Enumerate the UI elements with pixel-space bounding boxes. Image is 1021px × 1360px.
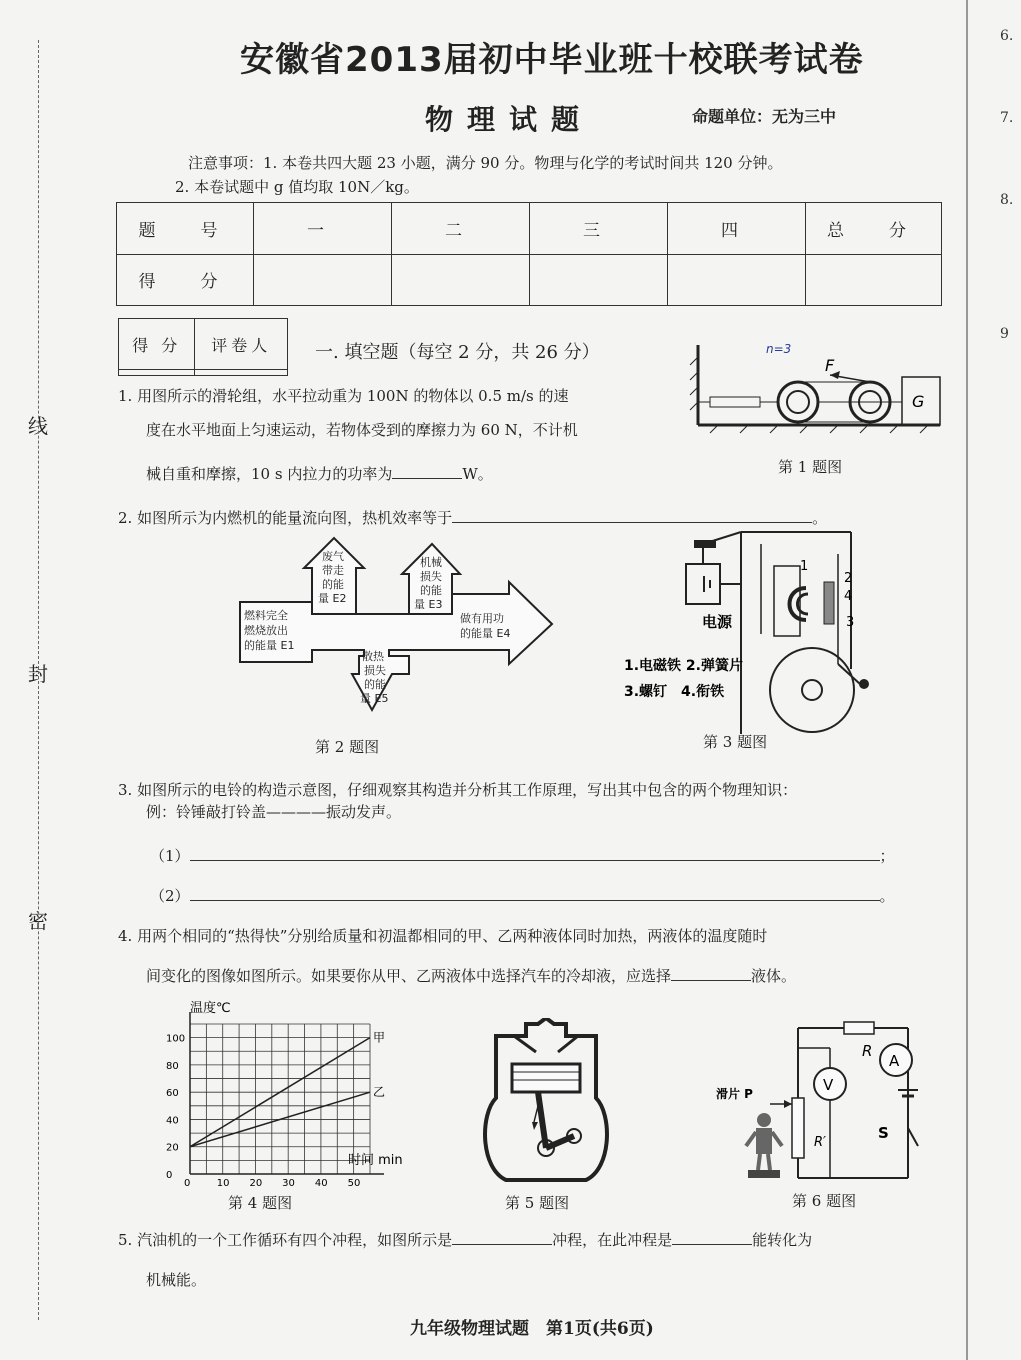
grader-score-label: 得 分 <box>119 319 195 370</box>
q3-item-1 <box>150 846 895 866</box>
score-cell[interactable] <box>254 254 392 306</box>
score-row-label: 得 分 <box>117 254 254 306</box>
mech-loss-label-3: 的能 <box>420 584 442 597</box>
right-edge-6: 6. <box>1000 28 1014 44</box>
mech-loss-label-4: 量 E3 <box>414 598 443 611</box>
q6-caption: 第 6 题图 <box>792 1192 857 1210</box>
exhaust-label-2: 带走 <box>322 564 344 577</box>
chart-series-label: 甲 <box>373 1030 386 1045</box>
q1-handwritten-note: n=3 <box>766 342 792 356</box>
mech-loss-label-2: 损失 <box>420 570 442 583</box>
fuel-energy-label-2: 燃烧放出 <box>244 624 288 637</box>
q5-line2: 机械能。 <box>146 1271 207 1289</box>
q3-item-2-end: 。 <box>879 887 895 905</box>
exhaust-label-3: 的能 <box>322 578 344 591</box>
q2-end: 。 <box>812 509 828 527</box>
q6-circuit-figure <box>712 1020 922 1188</box>
subject-title: 物理试题 <box>425 103 594 136</box>
chart-x-tick-label: 20 <box>249 1178 263 1188</box>
grader-name-label: 评卷人 <box>195 319 288 370</box>
q2-text: 2. 如图所示为内燃机的能量流向图，热机效率等于 <box>118 509 453 527</box>
heat-loss-label-1: 散热 <box>362 650 384 663</box>
note-2: 2. 本卷试题中 g 值均取 10N／kg。 <box>175 178 419 196</box>
q5-line1 <box>118 1230 812 1250</box>
chart-y-axis-label: 温度℃ <box>190 1001 231 1016</box>
q3-power-label: 电源 <box>702 613 733 631</box>
q1-weight-label: G <box>912 392 925 411</box>
q3-num-3: 3 <box>846 615 855 630</box>
chart-y-tick-label: 20 <box>166 1142 179 1154</box>
q5-text-a: 5. 汽油机的一个工作循环有四个冲程，如图所示是 <box>118 1231 453 1249</box>
voltmeter-label: V <box>823 1076 834 1094</box>
q3-num-1: 1 <box>800 559 809 574</box>
chart-y-tick-label: 0 <box>166 1170 173 1181</box>
ammeter-label: A <box>889 1052 900 1070</box>
score-cell[interactable] <box>668 254 806 306</box>
q3-legend-1: 1.电磁铁 2.弹簧片 <box>624 658 743 674</box>
q4-line2-end: 液体。 <box>751 967 797 985</box>
q3-line2: 例：铃锤敲打铃盖————振动发声。 <box>146 803 402 821</box>
right-edge-7: 7. <box>1000 110 1014 126</box>
q1-force-label: F <box>825 356 835 375</box>
q3-item-1-end: ； <box>879 847 895 865</box>
q5-energy-blank[interactable] <box>672 1244 752 1245</box>
fuel-energy-label-3: 的能量 E1 <box>244 639 295 652</box>
grader-score-cell[interactable] <box>119 370 195 376</box>
mech-loss-label-1: 机械 <box>420 556 442 569</box>
score-table <box>116 202 942 306</box>
q5-caption: 第 5 题图 <box>505 1194 570 1212</box>
chart-x-tick-label: 40 <box>314 1178 328 1188</box>
q3-answer-1-blank[interactable] <box>190 860 880 861</box>
chart-y-tick-label: 60 <box>166 1088 179 1100</box>
score-header-label: 题 号 <box>117 203 254 255</box>
q4-answer-blank[interactable] <box>671 980 751 981</box>
chart-grid <box>190 1024 370 1174</box>
chart-y-tick-label: 80 <box>166 1060 179 1072</box>
chart-x-tick-label: 30 <box>282 1178 295 1188</box>
chart-series-label: 乙 <box>373 1085 386 1100</box>
chart-axes <box>190 1012 384 1174</box>
q3-line1: 3. 如图所示的电铃的构造示意图，仔细观察其构造并分析其工作原理，写出其中包含的两个物理知识： <box>118 781 798 799</box>
q3-bell-figure <box>616 524 876 734</box>
q4-line2-text: 间变化的图像如图所示。如果要你从甲、乙两液体中选择汽车的冷却液，应选择 <box>146 967 672 985</box>
q5-text-b: 冲程，在此冲程是 <box>552 1231 673 1249</box>
chart-y-tick-label: 40 <box>166 1115 179 1127</box>
resistor-r-label: R <box>862 1042 873 1060</box>
q5-stroke-blank[interactable] <box>452 1244 552 1245</box>
score-header-2: 二 <box>392 203 530 255</box>
q1-pulley-figure <box>680 335 950 445</box>
exhaust-label-4: 量 E2 <box>318 592 347 605</box>
score-cell[interactable] <box>806 254 942 306</box>
q1-caption: 第 1 题图 <box>778 458 843 476</box>
q2-answer-blank[interactable] <box>452 522 812 523</box>
q4-caption: 第 4 题图 <box>228 1194 293 1212</box>
chart-ticks <box>166 1034 360 1188</box>
q1-line3-unit: W。 <box>462 465 493 483</box>
chart-series <box>190 1031 385 1147</box>
slider-label: 滑片 P <box>716 1087 753 1101</box>
q4-line1: 4. 用两个相同的“热得快”分别给质量和初温都相同的甲、乙两种液体同时加热，两液体的温度随时 <box>118 927 768 945</box>
right-edge-9: 9 <box>1000 326 1009 342</box>
score-header-4: 四 <box>668 203 806 255</box>
q3-answer-2-blank[interactable] <box>190 900 880 901</box>
chart-x-tick-label: 50 <box>347 1178 361 1188</box>
grader-table <box>118 318 288 376</box>
q2-energy-flow-diagram <box>234 534 564 730</box>
switch-label: S <box>878 1124 889 1142</box>
q4-temperature-chart <box>150 998 410 1188</box>
score-cell[interactable] <box>392 254 530 306</box>
q3-num-2: 2 <box>844 571 853 586</box>
fuel-energy-label-1: 燃料完全 <box>244 609 288 622</box>
useful-work-label-1: 做有用功 <box>460 612 504 625</box>
chart-x-tick-label: 0 <box>184 1178 191 1188</box>
chart-x-axis-label: 时间 min <box>348 1153 403 1168</box>
rheostat-label: R′ <box>814 1135 826 1150</box>
q2-caption: 第 2 题图 <box>315 738 380 756</box>
score-header-total: 总 分 <box>806 203 942 255</box>
chart-x-tick-label: 10 <box>216 1178 230 1188</box>
heat-loss-label-4: 量 E5 <box>360 692 389 705</box>
q3-caption: 第 3 题图 <box>703 733 768 751</box>
q1-answer-blank[interactable] <box>392 478 462 479</box>
margin-line-char: 线 <box>28 414 48 438</box>
note-1: 注意事项：1. 本卷共四大题 23 小题，满分 90 分。物理与化学的考试时间共 120 分钟。 <box>188 154 783 172</box>
margin-seal-char: 封 <box>28 662 48 686</box>
right-edge-8: 8. <box>1000 192 1014 208</box>
q4-line2 <box>146 966 796 986</box>
q3-item-1-label: （1） <box>150 847 190 865</box>
grader-name-cell[interactable] <box>195 370 288 376</box>
q5-text-c: 能转化为 <box>752 1231 813 1249</box>
q1-line3-text: 械自重和摩擦，10 s 内拉力的功率为 <box>146 465 393 483</box>
binding-line <box>38 40 39 1320</box>
q5-engine-figure <box>476 1018 616 1186</box>
score-cell[interactable] <box>530 254 668 306</box>
useful-work-label-2: 的能量 E4 <box>460 627 511 640</box>
page-edge <box>966 0 968 1360</box>
margin-secret-char: 密 <box>28 909 48 933</box>
score-header-3: 三 <box>530 203 668 255</box>
q1-line2: 度在水平地面上匀速运动，若物体受到的摩擦力为 60 N，不计机 <box>146 421 578 439</box>
chart-y-tick-label: 100 <box>166 1033 186 1045</box>
exam-title: 安徽省2013届初中毕业班十校联考试卷 <box>240 40 864 80</box>
heat-loss-label-3: 的能 <box>364 678 386 691</box>
q3-item-2-label: （2） <box>150 887 190 905</box>
q1-line1: 1. 用图所示的滑轮组，水平拉动重为 100N 的物体以 0.5 m/s 的速 <box>118 387 569 405</box>
setter-unit: 命题单位：无为三中 <box>692 107 837 126</box>
heat-loss-label-2: 损失 <box>364 664 386 677</box>
score-header-1: 一 <box>254 203 392 255</box>
q3-legend-2: 3.螺钉 4.衔铁 <box>624 684 725 700</box>
q3-num-4: 4 <box>844 589 853 604</box>
exhaust-label-1: 废气 <box>322 550 344 563</box>
q1-line3 <box>146 464 493 484</box>
section-1-title: 一. 填空题（每空 2 分，共 26 分） <box>315 342 600 363</box>
q3-item-2 <box>150 886 895 906</box>
page-footer: 九年级物理试题 第1页(共6页) <box>410 1319 654 1339</box>
